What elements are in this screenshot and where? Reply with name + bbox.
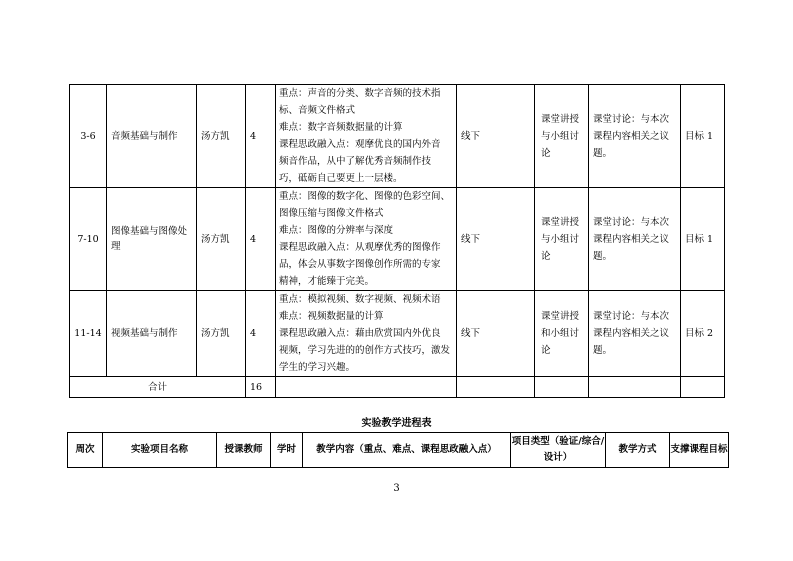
project-name-cell: 视频基础与制作: [107, 291, 197, 377]
method-line: 与小组讨: [541, 233, 580, 245]
teacher-cell: 汤方凯: [197, 85, 246, 188]
mode-cell: 线下: [457, 188, 535, 291]
mode-cell: 线下: [457, 291, 535, 377]
method-line: 论: [541, 345, 551, 356]
method-cell: [535, 188, 589, 291]
content-line: 难点：图像的分辨率与深度: [279, 225, 394, 236]
header-week: 周次: [68, 433, 103, 468]
discussion-line: 题。: [593, 345, 613, 356]
header-hours: 学时: [271, 433, 303, 468]
content-line: 课程思政融入点：藉由欣赏国内外优良: [279, 328, 441, 339]
goal-cell: 目标 2: [681, 291, 725, 377]
goal-cell: 目标 1: [681, 85, 725, 188]
content-line: 重点：声音的分类、数字音频的技术指: [279, 88, 441, 99]
project-name-cell: 图像基础与图像处理: [107, 188, 197, 291]
teacher-cell: 汤方凯: [197, 291, 246, 377]
method-line: 论: [541, 250, 551, 262]
course-schedule-table: [69, 84, 725, 398]
content-line: 重点：图像的数字化、图像的色彩空间、: [279, 191, 451, 202]
content-line: 精神，才能臻于完美。: [279, 276, 375, 287]
hours-cell: 4: [246, 188, 276, 291]
mode-cell: 线下: [457, 85, 535, 188]
week-cell: 3-6: [70, 85, 107, 188]
total-label: 合计: [70, 377, 246, 398]
discussion-cell: [589, 85, 681, 188]
empty-cell: [681, 377, 725, 398]
hours-cell: 4: [246, 85, 276, 188]
hours-cell: 4: [246, 291, 276, 377]
method-line: 与小组讨: [541, 130, 580, 142]
header-content: 教学内容（重点、难点、课程思政融入点）: [303, 433, 511, 468]
content-cell: [276, 85, 457, 188]
content-cell: [276, 188, 457, 291]
experiment-header-row: [68, 433, 729, 468]
content-line: 图像压缩与图像文件格式: [279, 208, 384, 219]
schedule-row: [70, 188, 725, 291]
discussion-line: 课程内容相关之议: [593, 328, 670, 339]
empty-cell: [535, 377, 589, 398]
header-project-name: 实验项目名称: [103, 433, 217, 468]
content-line: 视频，学习先进的的创作方式技巧，激发: [279, 345, 451, 356]
week-cell: 11-14: [70, 291, 107, 377]
content-line: 品，体会从事数字图像创作所需的专家: [279, 259, 441, 270]
empty-cell: [589, 377, 681, 398]
discussion-line: 课堂讨论：与本次: [593, 311, 670, 322]
method-line: 课堂讲授: [541, 216, 580, 228]
project-name-cell: 音频基础与制作: [107, 85, 197, 188]
header-method: 教学方式: [606, 433, 670, 468]
total-row: [70, 377, 725, 398]
experiment-schedule-table: [67, 432, 729, 468]
experiment-table-title: 实验教学进程表: [361, 418, 432, 429]
method-line: 论: [541, 147, 551, 159]
method-cell: [535, 291, 589, 377]
method-line: 课堂讲授: [541, 113, 580, 125]
content-cell: [276, 291, 457, 377]
page-number: 3: [393, 483, 400, 494]
discussion-line: 题。: [593, 250, 613, 262]
discussion-line: 课程内容相关之议: [593, 233, 670, 245]
schedule-row: [70, 291, 725, 377]
teacher-cell: 汤方凯: [197, 188, 246, 291]
discussion-line: 课堂讨论：与本次: [593, 113, 670, 125]
content-line: 巧，砥砺自己要更上一层楼。: [279, 173, 403, 184]
discussion-line: 课堂讨论：与本次: [593, 216, 670, 228]
content-line: 课程思政融入点：从观摩优秀的图像作: [279, 242, 441, 253]
empty-cell: [276, 377, 457, 398]
empty-cell: [457, 377, 535, 398]
discussion-line: 课程内容相关之议: [593, 130, 670, 142]
header-project-type: 项目类型（验证/综合/设计）: [511, 433, 606, 468]
week-cell: 7-10: [70, 188, 107, 291]
method-line: 课堂讲授: [541, 311, 580, 322]
discussion-cell: [589, 188, 681, 291]
content-line: 学生的学习兴趣。: [279, 362, 356, 373]
header-teacher: 授课教师: [217, 433, 271, 468]
content-line: 标、音频文件格式: [279, 105, 356, 116]
discussion-line: 题。: [593, 147, 613, 159]
discussion-cell: [589, 291, 681, 377]
method-cell: [535, 85, 589, 188]
content-line: 难点：视频数据量的计算: [279, 311, 384, 322]
content-line: 课程思政融入点：观摩优良的国内外音: [279, 139, 441, 150]
content-line: 频音作品，从中了解优秀音频制作技: [279, 156, 432, 167]
goal-cell: 目标 1: [681, 188, 725, 291]
method-line: 和小组讨: [541, 328, 580, 339]
content-line: 难点：数字音频数据量的计算: [279, 122, 403, 133]
content-line: 重点：模拟视频、数字视频、视频术语: [279, 294, 441, 305]
total-hours: 16: [246, 377, 276, 398]
schedule-row: [70, 85, 725, 188]
header-goal: 支撑课程目标: [670, 433, 729, 468]
